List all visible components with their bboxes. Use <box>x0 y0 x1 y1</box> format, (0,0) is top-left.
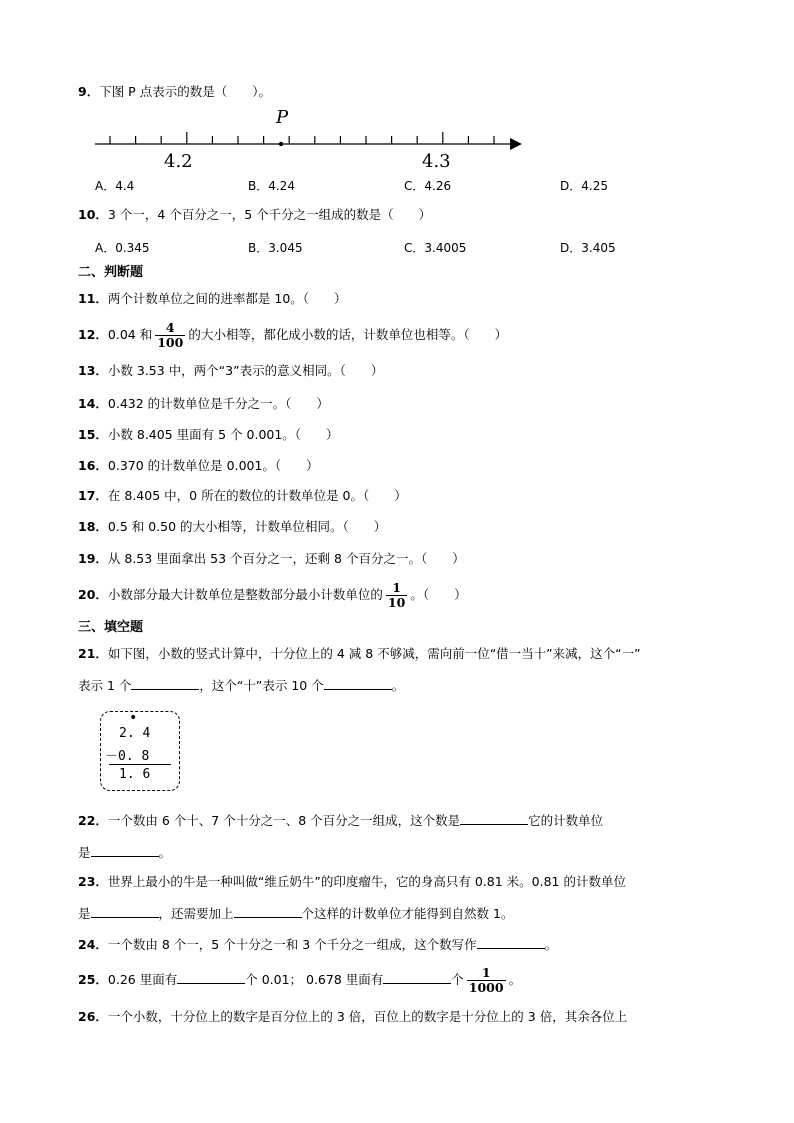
question-number: 16． <box>78 458 108 473</box>
question-text: 两个计数单位之间的进率都是 10。（ ） <box>107 291 347 306</box>
fraction-numerator: 4 <box>155 321 185 336</box>
question-text: 从 8.53 里面拿出 53 个百分之一，还剩 8 个百分之一。（ ） <box>107 551 465 566</box>
q9-option-b[interactable]: B．4.24 <box>248 179 295 193</box>
question-17 <box>78 488 407 504</box>
subtrahend: －0. 8 <box>105 749 150 764</box>
question-text: ，这个“十”表示 10 个 <box>199 678 324 693</box>
q9-option-a[interactable]: A．4.4 <box>95 179 135 193</box>
answer-blank[interactable] <box>477 936 545 949</box>
q10-option-b[interactable]: B．3.045 <box>248 241 303 255</box>
question-text: 。 <box>158 845 172 860</box>
calc-rule <box>109 764 171 765</box>
question-text: 个 0.01； 0.678 里面有 <box>245 972 384 987</box>
question-number: 17． <box>78 488 108 503</box>
question-16 <box>78 458 319 474</box>
number-line-arrow <box>510 138 522 150</box>
question-text: 0.432 的计数单位是千分之一。（ ） <box>107 396 329 411</box>
question-number: 11． <box>78 291 108 306</box>
question-21-line-2 <box>78 677 404 694</box>
question-23-line-2 <box>78 905 513 922</box>
question-20 <box>78 578 467 612</box>
question-number: 23． <box>78 874 108 889</box>
question-13 <box>78 363 383 379</box>
question-text-post: 。（ ） <box>410 587 467 602</box>
question-text: ，还需要加上 <box>158 906 234 921</box>
question-text: 个这样的计数单位才能得到自然数 1。 <box>301 906 514 921</box>
vertical-subtraction-box <box>100 711 180 791</box>
question-24 <box>78 936 557 953</box>
question-15 <box>78 427 339 443</box>
question-text: 小数 8.405 里面有 5 个 0.001。（ ） <box>107 427 339 442</box>
question-number: 9． <box>78 84 100 99</box>
fraction-numerator: 1 <box>467 966 506 981</box>
question-text: 一个数由 6 个十、7 个十分之一、8 个百分之一组成，这个数是 <box>107 813 461 828</box>
question-text: 一个数由 8 个一，5 个十分之一和 3 个千分之一组成，这个数写作 <box>107 937 477 952</box>
answer-blank[interactable] <box>460 812 528 825</box>
point-p-marker <box>279 142 283 146</box>
question-9 <box>78 84 271 100</box>
question-text-post: 的大小相等，都化成小数的话，计数单位也相等。（ ） <box>188 327 508 342</box>
answer-blank[interactable] <box>91 844 159 857</box>
minuend: 2. 4 <box>119 726 151 741</box>
q9-option-c[interactable]: C．4.26 <box>404 179 452 193</box>
fraction-numerator: 1 <box>386 581 407 596</box>
question-text: 是 <box>78 906 91 921</box>
question-text: 它的计数单位 <box>528 813 604 828</box>
question-12 <box>78 318 507 352</box>
question-number: 14． <box>78 396 108 411</box>
question-text: 0.370 的计数单位是 0.001。（ ） <box>107 458 319 473</box>
question-number: 20． <box>78 587 108 602</box>
question-text-pre: 小数部分最大计数单位是整数部分最小计数单位的 <box>107 587 383 602</box>
answer-blank[interactable] <box>234 905 302 918</box>
question-11 <box>78 291 347 307</box>
question-number: 12． <box>78 327 108 342</box>
answer-blank[interactable] <box>91 905 159 918</box>
question-21-line-1 <box>78 646 641 662</box>
fraction-denominator: 1000 <box>468 980 504 995</box>
q10-option-a[interactable]: A．0.345 <box>95 241 150 255</box>
question-number: 10． <box>78 207 108 222</box>
question-25 <box>78 963 521 997</box>
question-text: 3 个一，4 个百分之一，5 个千分之一组成的数是（ ） <box>107 207 432 222</box>
fraction-4-over-100 <box>155 321 185 350</box>
question-text: 表示 1 个 <box>78 678 132 693</box>
tick-label-4-2: 4.2 <box>164 151 193 172</box>
question-text: 在 8.405 中，0 所在的数位的计数单位是 0。（ ） <box>107 488 407 503</box>
question-10 <box>78 207 431 223</box>
question-23-line-1 <box>78 874 626 890</box>
borrow-dot: • <box>129 710 138 726</box>
question-text: 个 <box>451 972 464 987</box>
question-text: 下图 P 点表示的数是（ ）。 <box>99 84 271 99</box>
answer-blank[interactable] <box>324 677 392 690</box>
number-line-figure <box>90 105 530 173</box>
question-text: 世界上最小的牛是一种叫做“维丘奶牛”的印度瘤牛，它的身高只有 0.81 米。0.81 的计数单位 <box>107 874 626 889</box>
question-number: 13． <box>78 363 108 378</box>
fraction-1-over-1000 <box>467 966 506 995</box>
question-number: 21． <box>78 646 108 661</box>
point-p-label: P <box>276 107 289 128</box>
question-18 <box>78 519 386 535</box>
question-19 <box>78 551 465 567</box>
question-text: 0.26 里面有 <box>107 972 178 987</box>
q10-option-d[interactable]: D．3.405 <box>560 241 616 255</box>
fraction-1-over-10 <box>386 581 407 610</box>
question-number: 19． <box>78 551 108 566</box>
fraction-denominator: 10 <box>387 595 406 610</box>
question-text: 是 <box>78 845 91 860</box>
question-number: 18． <box>78 519 108 534</box>
section-heading-fill-in: 三、填空题 <box>78 620 144 635</box>
answer-blank[interactable] <box>177 971 245 984</box>
question-text-pre: 0.04 和 <box>107 327 153 342</box>
answer-blank[interactable] <box>383 971 451 984</box>
q9-option-d[interactable]: D．4.25 <box>560 179 608 193</box>
question-text: 0.5 和 0.50 的大小相等，计数单位相同。（ ） <box>107 519 387 534</box>
question-number: 25． <box>78 972 108 987</box>
question-text: 如下图，小数的竖式计算中，十分位上的 4 减 8 不够减，需向前一位“借一当十”来减，这个“一” <box>107 646 641 661</box>
question-number: 15． <box>78 427 108 442</box>
question-number: 22． <box>78 813 108 828</box>
question-text: 。 <box>544 937 558 952</box>
question-text: 。 <box>391 678 405 693</box>
difference: 1. 6 <box>119 767 151 782</box>
question-22-line-1 <box>78 812 603 829</box>
answer-blank[interactable] <box>131 677 199 690</box>
tick-label-4-3: 4.3 <box>422 151 451 172</box>
question-number: 24． <box>78 937 108 952</box>
number-line-ticks <box>110 132 494 144</box>
question-text: 一个小数，十分位上的数字是百分位上的 3 倍，百位上的数字是十分位上的 3 倍，其余各位上 <box>107 1009 628 1024</box>
question-26 <box>78 1009 627 1025</box>
question-number: 26． <box>78 1009 108 1024</box>
fraction-denominator: 100 <box>157 335 184 350</box>
question-text: 。 <box>508 972 522 987</box>
section-heading-judgement: 二、判断题 <box>78 265 144 280</box>
q10-option-c[interactable]: C．3.4005 <box>404 241 467 255</box>
question-14 <box>78 396 329 412</box>
question-22-line-2 <box>78 844 171 861</box>
question-text: 小数 3.53 中，两个“3”表示的意义相同。（ ） <box>107 363 384 378</box>
